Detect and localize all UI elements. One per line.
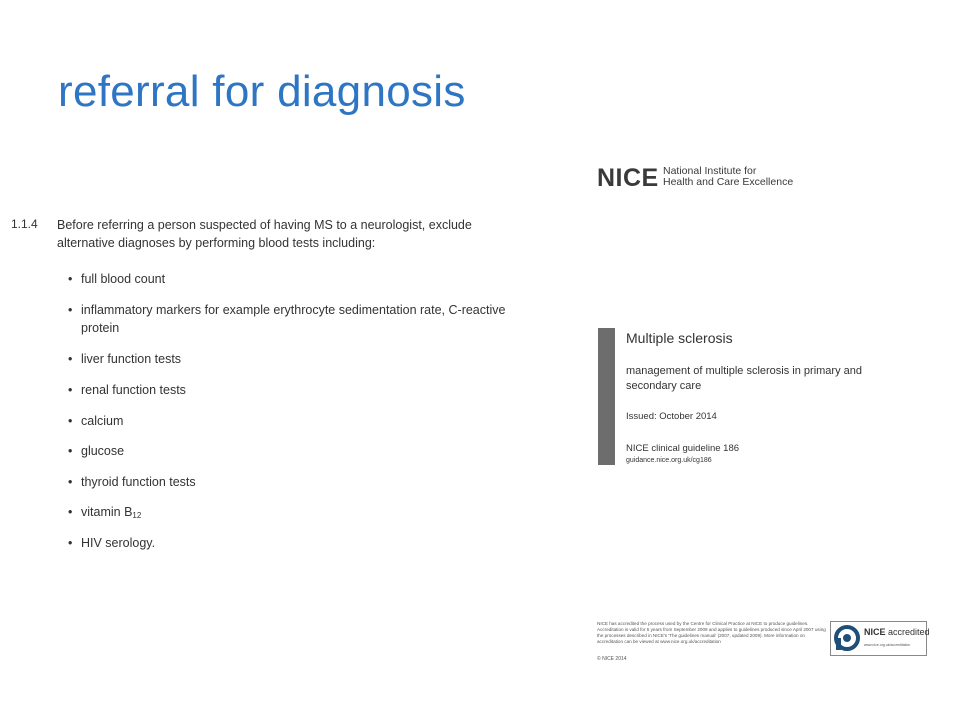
cover-issued-date: Issued: October 2014 (626, 411, 717, 422)
accreditation-fine-print: NICE has accredited the process used by the Centre for Clinical Practice at NICE to produce guidelines. Accreditation is valid for 5 years from September 2009 and applies to guidelines produced since April 2007 using the processes described in NICE's 'The guidelines manual' (2007, updated 2009). More information on accreditation can be viewed at www.nice.org.uk/accreditation (597, 621, 826, 644)
recommendation-number: 1.1.4 (11, 217, 38, 231)
bullet-icon: • (68, 383, 73, 397)
accreditation-mark-icon (834, 625, 860, 651)
slide-title: referral for diagnosis (58, 67, 466, 116)
cover-accent-bar (598, 328, 615, 465)
recommendation-text: Before referring a person suspected of having MS to a neurologist, exclude alternative diagnoses by performing blood tests including: (57, 218, 472, 250)
cover-url: guidance.nice.org.uk/cg186 (626, 457, 712, 464)
accredited-url: www.nice.org.uk/accreditation (864, 643, 911, 647)
bullet-icon: • (68, 475, 73, 489)
cover-title: Multiple sclerosis (626, 330, 733, 346)
cover-subtitle: management of multiple sclerosis in primary and secondary care (626, 365, 862, 392)
bullet-icon: • (68, 352, 73, 366)
copyright: © NICE 2014 (597, 656, 627, 662)
bullet-icon: • (68, 303, 73, 317)
accredited-label: accredited (888, 627, 930, 637)
accredited-brand: NICE (864, 627, 886, 637)
bullet-icon: • (68, 414, 73, 428)
accreditation-badge (830, 621, 930, 656)
bullet-icon: • (68, 505, 73, 519)
cover-guideline-number: NICE clinical guideline 186 (626, 443, 740, 454)
bullet-icon: • (68, 536, 73, 550)
nice-logo-acronym: NICE (597, 164, 659, 192)
subscript: 12 (132, 511, 142, 520)
bullet-icon: • (68, 444, 73, 458)
nice-logo-name: National Institute for Health and Care Excellence (663, 165, 794, 188)
bullet-icon: • (68, 272, 73, 286)
